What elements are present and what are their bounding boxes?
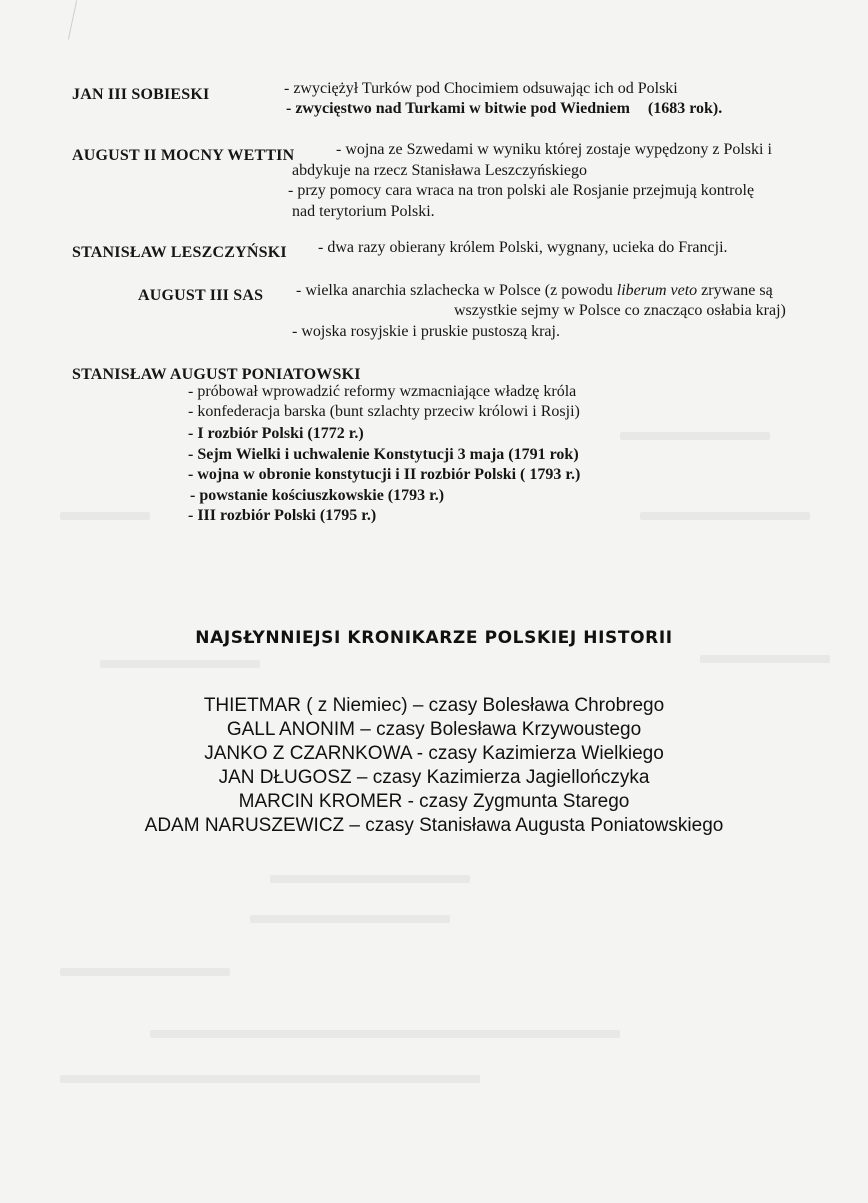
chronicler-entry: GALL ANONIM – czasy Bolesława Krzywoustego [226, 719, 642, 740]
bleed-through-mark [270, 875, 470, 883]
liberum-veto-term: liberum veto [616, 282, 698, 299]
poniatowski-fact: - wojna w obronie konstytucji i II rozbiór Polski ( 1793 r.) [188, 466, 581, 483]
ruler-name-august-ii: AUGUST II MOCNY WETTIN [72, 147, 295, 164]
august-iii-fact-1-cont: wszystkie sejmy w Polsce co znacząco osłabia kraj) [454, 302, 786, 319]
sobieski-fact-2-text: - zwycięstwo nad Turkami w bitwie pod Wiedniem [286, 100, 630, 117]
august-ii-fact-1-cont: abdykuje na rzecz Stanisława Leszczyńskiego [292, 162, 587, 179]
bleed-through-mark [60, 512, 150, 520]
poniatowski-fact: - I rozbiór Polski (1772 r.) [188, 425, 364, 442]
august-iii-fact-1 [296, 281, 773, 301]
august-iii-fact-1-text: - wielka anarchia szlachecka w Polsce (z powodu [296, 282, 613, 299]
poniatowski-fact: - powstanie kościuszkowskie (1793 r.) [190, 487, 445, 504]
poniatowski-fact: - III rozbiór Polski (1795 r.) [188, 507, 377, 524]
bleed-through-mark [150, 1030, 620, 1038]
ruler-name-poniatowski: STANISŁAW AUGUST PONIATOWSKI [72, 366, 361, 383]
ruler-name-leszczynski: STANISŁAW LESZCZYŃSKI [72, 244, 287, 261]
august-ii-fact-2-cont: nad terytorium Polski. [292, 203, 435, 220]
chroniclers-heading: NAJSŁYNNIEJSI KRONIKARZE POLSKIEJ HISTORII [195, 628, 673, 648]
bleed-through-mark [100, 660, 260, 668]
chronicler-entry: JANKO Z CZARNKOWA - czasy Kazimierza Wielkiego [204, 743, 664, 764]
leszczynski-fact-1: - dwa razy obierany królem Polski, wygnany, ucieka do Francji. [318, 239, 728, 256]
august-ii-fact-1: - wojna ze Szwedami w wyniku której zostaje wypędzony z Polski i [336, 141, 772, 158]
august-ii-fact-2: - przy pomocy cara wraca na tron polski ale Rosjanie przejmują kontrolę [288, 182, 755, 199]
bleed-through-mark [250, 915, 450, 923]
sobieski-fact-1: - zwyciężył Turków pod Chocimiem odsuwając ich od Polski [284, 80, 678, 97]
sobieski-fact-2-year: (1683 rok). [647, 100, 723, 117]
chronicler-entry: JAN DŁUGOSZ – czasy Kazimierza Jagiellończyka [218, 767, 650, 788]
bleed-through-mark [700, 655, 830, 663]
bleed-through-mark [60, 968, 230, 976]
poniatowski-fact: - Sejm Wielki i uchwalenie Konstytucji 3 maja (1791 rok) [188, 446, 579, 463]
august-iii-fact-1-end: zrywane są [701, 282, 773, 299]
poniatowski-fact: - próbował wprowadzić reformy wzmacniające władzę króla [188, 383, 577, 400]
bleed-through-mark [620, 432, 770, 440]
chronicler-entry: THIETMAR ( z Niemiec) – czasy Bolesława Chrobrego [203, 695, 665, 716]
bleed-through-mark [640, 512, 810, 520]
poniatowski-fact: - konfederacja barska (bunt szlachty przeciw królowi i Rosji) [188, 403, 580, 420]
chronicler-entry: ADAM NARUSZEWICZ – czasy Stanisława Augusta Poniatowskiego [144, 815, 724, 836]
ruler-name-sobieski: JAN III SOBIESKI [72, 86, 210, 103]
chronicler-entry: MARCIN KROMER - czasy Zygmunta Starego [238, 791, 630, 812]
august-iii-fact-2: - wojska rosyjskie i pruskie pustoszą kraj. [292, 323, 560, 340]
ruler-name-august-iii: AUGUST III SAS [138, 287, 264, 304]
bleed-through-mark [60, 1075, 480, 1083]
sobieski-fact-2 [286, 99, 722, 119]
scan-crease-mark [68, 0, 77, 39]
